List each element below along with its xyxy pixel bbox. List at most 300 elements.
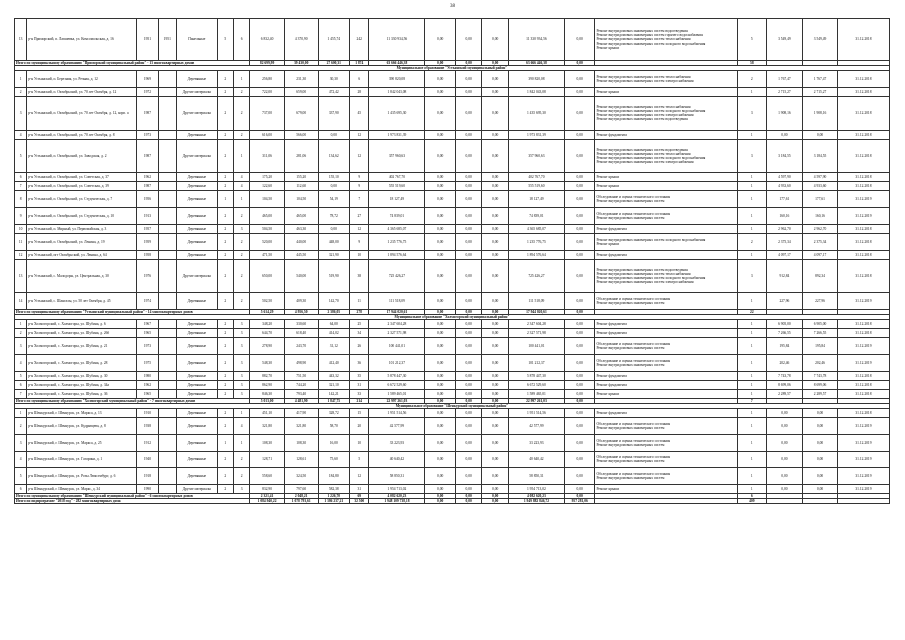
cost-regional: 0,00 <box>455 338 481 355</box>
cost-total: 22 997 261,03 <box>369 398 425 403</box>
residents-count: 31 <box>350 380 369 389</box>
cost-local: 0,00 <box>482 191 508 208</box>
work-type-item: Обследование и оценка технического состояния <box>596 421 671 426</box>
cost-regional: 0,00 <box>455 191 481 208</box>
cost-local: 0,00 <box>482 173 508 182</box>
cost-owners: 18 127,49 <box>508 191 564 208</box>
table-row <box>15 434 890 451</box>
unit-cost: 7 266,55 <box>766 329 803 338</box>
limit-cost: 7 743,78 <box>803 371 838 380</box>
year-built: 1951 <box>137 19 158 61</box>
work-type-item: Ремонт внутридомовых инженерных систем теплоснабжения <box>596 74 691 79</box>
table-row <box>15 130 890 139</box>
unit-cost: 0,00 <box>766 434 803 451</box>
table-row <box>15 354 890 371</box>
work-units: 2 <box>738 71 767 88</box>
work-type-item: Ремонт внутридомовых инженерных систем теплоснабжения <box>596 37 691 42</box>
entrances-count: 3 <box>233 354 249 371</box>
residential-area: 465,00 <box>284 207 318 224</box>
work-type-item: Обследование и оценка технического состояния <box>596 438 671 443</box>
cost-owners: 357 960,63 <box>508 139 564 173</box>
work-type-item: Ремонт внутридомовых инженерных систем электроснабжения <box>596 279 694 284</box>
limit-cost: 4 597,90 <box>803 173 838 182</box>
table-row <box>15 451 890 468</box>
cost-total: 1 951 514,56 <box>369 408 425 417</box>
work-types <box>595 224 738 233</box>
total-area: 321,80 <box>250 417 285 434</box>
cost-federal: 0,00 <box>425 434 456 451</box>
year-built: 1940 <box>137 451 158 468</box>
cost-other: 0,00 <box>564 371 595 380</box>
work-type-item: Ремонт крыши <box>596 89 620 94</box>
year-renovated <box>158 329 176 338</box>
subtotal-label: Итого по муниципальному образованию "Холмогорский муниципальный район" - 7 многоквартирных домов <box>15 398 250 403</box>
cost-federal: 0,00 <box>425 451 456 468</box>
cost-regional: 0,00 <box>455 380 481 389</box>
cost-local: 0,00 <box>482 354 508 371</box>
year-renovated <box>158 338 176 355</box>
table-body <box>15 19 890 504</box>
floors-count: 2 <box>217 250 233 259</box>
completion-date: 31.12.2019 <box>837 485 889 494</box>
floors-count: 5 <box>217 19 233 61</box>
table-row <box>15 224 890 233</box>
year-renovated <box>158 354 176 371</box>
cost-other: 0,00 <box>564 354 595 371</box>
work-units: 1 <box>738 354 767 371</box>
cost-local: 0,00 <box>482 380 508 389</box>
completion-date: 31.12.2018 <box>837 71 889 88</box>
residential-area: 417,90 <box>284 408 318 417</box>
row-number: 10 <box>15 224 27 233</box>
work-units: 3 <box>738 259 767 293</box>
residents-count: 69 <box>350 494 369 499</box>
year-renovated <box>158 417 176 434</box>
floors-count: 2 <box>217 468 233 485</box>
cost-regional: 0,00 <box>455 499 481 504</box>
residential-area: 324,50 <box>284 468 318 485</box>
year-built: 1980 <box>137 371 158 380</box>
other-area: 1 386 237,21 <box>318 499 350 504</box>
cost-other: 0,00 <box>564 259 595 293</box>
year-built: 1987 <box>137 96 158 130</box>
total-area: 82 699,99 <box>250 61 285 66</box>
other-area: 0,00 <box>318 130 350 139</box>
work-units: 58 <box>738 61 767 66</box>
table-row <box>15 250 890 259</box>
wall-material: Другие материалы <box>176 96 217 130</box>
residential-area: 281,06 <box>284 139 318 173</box>
completion-date: 31.12.2019 <box>837 468 889 485</box>
total-area: 108,30 <box>250 434 285 451</box>
work-units: 1 <box>738 224 767 233</box>
cost-regional: 0,00 <box>455 320 481 329</box>
limit-cost: 2 289,57 <box>803 389 838 398</box>
work-type-item: Обследование и оценка технического состояния <box>596 211 671 216</box>
year-renovated <box>158 380 176 389</box>
residential-area: 2 048,21 <box>284 494 318 499</box>
cost-federal: 0,00 <box>425 380 456 389</box>
cost-total: 111 518,09 <box>369 293 425 310</box>
cost-federal: 0,00 <box>425 468 456 485</box>
cost-regional: 0,00 <box>455 233 481 250</box>
wall-material: Деревянные <box>176 408 217 417</box>
work-units: 1 <box>738 207 767 224</box>
cost-federal: 0,00 <box>425 389 456 398</box>
cost-total: 18 127,49 <box>369 191 425 208</box>
residential-area: 128,61 <box>284 451 318 468</box>
work-units: 1 <box>738 338 767 355</box>
year-renovated: 1951 <box>158 19 176 61</box>
floors-count: 2 <box>217 371 233 380</box>
cost-local: 0,00 <box>482 250 508 259</box>
cost-owners: 40 640,42 <box>508 451 564 468</box>
work-types <box>595 354 738 371</box>
table-row <box>15 371 890 380</box>
year-built: 1987 <box>137 139 158 173</box>
residents-count: 278 <box>350 309 369 314</box>
cost-regional: 0,00 <box>455 398 481 403</box>
other-area: 54,19 <box>318 191 350 208</box>
cost-regional: 0,00 <box>455 371 481 380</box>
row-number: 3 <box>15 96 27 130</box>
work-units: 1 <box>738 182 767 191</box>
residential-area: 1 078 793,61 <box>284 499 318 504</box>
wall-material: Деревянные <box>176 191 217 208</box>
unit-cost: 3 184,55 <box>766 139 803 173</box>
cost-federal: 0,00 <box>425 19 456 61</box>
cost-total: 2 327 571,98 <box>369 329 425 338</box>
unit-cost: 4 597,90 <box>766 173 803 182</box>
cost-total: 1 842 043,08 <box>369 87 425 96</box>
cost-local: 0,00 <box>482 182 508 191</box>
table-row <box>15 139 890 173</box>
work-types <box>595 408 738 417</box>
total-area: 644,70 <box>250 329 285 338</box>
building-address: р-н Устьянский, п. Березник, ул. Речная, д. 12 <box>27 71 137 88</box>
work-type-item: Ремонт крыши <box>596 487 620 492</box>
cost-total: 74 839,01 <box>369 207 425 224</box>
other-area: 448,00 <box>318 233 350 250</box>
work-types <box>595 130 738 139</box>
cost-federal: 0,00 <box>425 173 456 182</box>
other-area: 30,30 <box>318 71 350 88</box>
completion-date: 31.12.2018 <box>837 87 889 96</box>
entrances-count: 3 <box>233 320 249 329</box>
work-type-item: Ремонт внутридомовых инженерных систем холодного водоснабжения <box>596 109 706 114</box>
row-number: 13 <box>15 19 27 61</box>
housing-repair-table <box>14 18 890 504</box>
subtotal-label: Итого по муниципальному образованию "Шенкурский муниципальный район" - 6 многоквартирных домов <box>15 494 250 499</box>
cost-regional: 0,00 <box>455 250 481 259</box>
limit-cost: 8 699,06 <box>803 380 838 389</box>
total-area: 558,60 <box>250 468 285 485</box>
cost-owners: 17 944 020,61 <box>508 309 564 314</box>
residents-count: 12 <box>350 139 369 173</box>
cost-total: 4 082 620,23 <box>369 494 425 499</box>
work-units: 1 <box>738 371 767 380</box>
cost-total: 42 577,99 <box>369 417 425 434</box>
work-types <box>595 293 738 310</box>
cost-other: 0,00 <box>564 451 595 468</box>
cost-regional: 0,00 <box>455 309 481 314</box>
cost-other: 957 281,06 <box>564 499 595 504</box>
cost-other: 0,00 <box>564 130 595 139</box>
unit-cost: 1 908,16 <box>766 96 803 130</box>
entrances-count: 2 <box>233 451 249 468</box>
residential-area: 39 430,00 <box>284 61 318 66</box>
other-area: 412,40 <box>318 354 350 371</box>
cost-federal: 0,00 <box>425 71 456 88</box>
work-type-item: Ремонт фундамента <box>596 331 627 336</box>
building-address: р-н Холмогорский, с. Холмогоры, ул. Шубина, д. 21 <box>27 338 137 355</box>
page-number: 38 <box>450 4 455 9</box>
cost-regional: 0,00 <box>455 173 481 182</box>
cost-other: 0,00 <box>564 408 595 417</box>
unit-cost: 0,00 <box>766 417 803 434</box>
completion-date: 31.12.2019 <box>837 434 889 451</box>
table-row <box>15 329 890 338</box>
year-built: 1913 <box>137 207 158 224</box>
floors-count: 2 <box>217 207 233 224</box>
unit-cost: 0,00 <box>766 451 803 468</box>
wall-material: Панельные <box>176 19 217 61</box>
entrances-count: 6 <box>233 19 249 61</box>
wall-material: Деревянные <box>176 338 217 355</box>
residents-count: 9 <box>350 233 369 250</box>
other-area: 134,62 <box>318 139 350 173</box>
wall-material: Другие материалы <box>176 87 217 96</box>
unit-cost <box>766 499 803 504</box>
row-number: 6 <box>15 485 27 494</box>
work-units: 1 <box>738 380 767 389</box>
cost-owners: 11 330 934,56 <box>508 19 564 61</box>
work-type-item: Ремонт внутридомовых инженерных систем теплоснабжения <box>596 105 691 110</box>
work-units: 1 <box>738 485 767 494</box>
residents-count: 12 <box>350 130 369 139</box>
work-type-item: Ремонт внутридомовых инженерных систем <box>596 476 665 481</box>
cost-other: 0,00 <box>564 207 595 224</box>
row-number: 11 <box>15 233 27 250</box>
floors-count: 2 <box>217 96 233 130</box>
total-area: 548,30 <box>250 354 285 371</box>
residents-count: 7 <box>350 191 369 208</box>
building-address: р-н Холмогорский, с. Холмогоры, ул. Шубина, д. 6 <box>27 320 137 329</box>
row-number: 2 <box>15 417 27 434</box>
unit-cost: 3 549,49 <box>766 19 803 61</box>
limit-cost: 2 375,34 <box>803 233 838 250</box>
cost-local: 0,00 <box>482 87 508 96</box>
work-type-item: Ремонт внутридомовых инженерных систем холодного водоснабжения <box>596 41 706 46</box>
cost-total: 1 235 776,75 <box>369 233 425 250</box>
row-number: 4 <box>15 451 27 468</box>
building-address: р-н Холмогорский, с. Холмогоры, ул. Шубина, д. 36 <box>27 389 137 398</box>
building-address: р-н Устьянский, п. Октябрьский, ул. Студенческая, д. 7 <box>27 191 137 208</box>
residents-count: 10 <box>350 250 369 259</box>
unit-cost: 195,84 <box>766 338 803 355</box>
wall-material: Другие материалы <box>176 259 217 293</box>
row-number: 2 <box>15 87 27 96</box>
limit-cost: 0,00 <box>803 408 838 417</box>
work-type-item: Ремонт крыши <box>596 45 620 50</box>
cost-other: 0,00 <box>564 173 595 182</box>
wall-material: Деревянные <box>176 451 217 468</box>
year-built: 1965 <box>137 329 158 338</box>
wall-material: Деревянные <box>176 320 217 329</box>
year-renovated <box>158 371 176 380</box>
work-type-item: Ремонт внутридомовых инженерных систем <box>596 425 665 430</box>
residential-area: 797,60 <box>284 485 318 494</box>
cost-local: 0,00 <box>482 494 508 499</box>
total-area: 2 321,41 <box>250 494 285 499</box>
unit-cost: 8 699,06 <box>766 380 803 389</box>
unit-cost: 7 743,78 <box>766 371 803 380</box>
wall-material: Другие материалы <box>176 485 217 494</box>
other-area: 64,00 <box>318 320 350 329</box>
limit-cost: 177,61 <box>803 191 838 208</box>
total-area: 504,50 <box>250 224 285 233</box>
cost-total: 4 365 685,07 <box>369 224 425 233</box>
other-area: 414,02 <box>318 329 350 338</box>
floors-count: 2 <box>217 233 233 250</box>
completion-date: 31.12.2018 <box>837 19 889 61</box>
cost-regional: 0,00 <box>455 329 481 338</box>
cost-local: 0,00 <box>482 320 508 329</box>
residential-area: 409,30 <box>284 293 318 310</box>
residential-area: 330,60 <box>284 320 318 329</box>
entrances-count: 2 <box>233 87 249 96</box>
year-built: 1990 <box>137 485 158 494</box>
completion-date: 31.12.2018 <box>837 173 889 182</box>
unit-cost: 0,00 <box>766 408 803 417</box>
total-area: 5 013,00 <box>250 398 285 403</box>
row-number: 3 <box>15 338 27 355</box>
work-types <box>595 389 738 398</box>
total-area: 862,90 <box>250 380 285 389</box>
year-renovated <box>158 233 176 250</box>
table-row <box>15 182 890 191</box>
residents-count: 26 <box>350 338 369 355</box>
cost-total: 58 850,31 <box>369 468 425 485</box>
cost-owners: 58 850,31 <box>508 468 564 485</box>
cost-federal: 0,00 <box>425 329 456 338</box>
limit-cost <box>803 499 838 504</box>
residential-area: 445,50 <box>284 250 318 259</box>
work-type-item: Ремонт внутридомовых инженерных систем <box>596 362 665 367</box>
work-type-item: Ремонт внутридомовых инженерных систем теплоснабжения <box>596 151 691 156</box>
cost-regional: 0,00 <box>455 207 481 224</box>
entrances-count: 2 <box>233 207 249 224</box>
row-number: 1 <box>15 408 27 417</box>
residents-count: 36 <box>350 354 369 371</box>
row-number: 5 <box>15 139 27 173</box>
cost-federal: 0,00 <box>425 293 456 310</box>
work-units: 1 <box>738 434 767 451</box>
work-types <box>595 320 738 329</box>
other-area: 1 455,74 <box>318 19 350 61</box>
cost-total: 1 894 576,64 <box>369 250 425 259</box>
row-number: 7 <box>15 389 27 398</box>
table-row <box>15 320 890 329</box>
cost-total: 1 435 695,30 <box>369 96 425 130</box>
wall-material: Деревянные <box>176 468 217 485</box>
cost-other: 0,00 <box>564 191 595 208</box>
work-units: 3 <box>738 139 767 173</box>
total-area: 104,50 <box>250 191 285 208</box>
unit-cost: 2 375,34 <box>766 233 803 250</box>
residential-area: 498,90 <box>284 354 318 371</box>
cost-other: 0,00 <box>564 71 595 88</box>
work-units: 5 <box>738 19 767 61</box>
total-area: 122,60 <box>250 182 285 191</box>
work-types <box>595 139 738 173</box>
work-type-item: Ремонт крыши <box>596 175 620 180</box>
residents-count: 9 <box>350 182 369 191</box>
work-types <box>595 250 738 259</box>
work-types <box>595 451 738 468</box>
wall-material: Деревянные <box>176 233 217 250</box>
building-address: р-н Устьянский, с. Малодоры, ул. Центральная, д. 30 <box>27 259 137 293</box>
completion-date: 31.12.2018 <box>837 371 889 380</box>
cost-total: 1 954 713,02 <box>369 485 425 494</box>
cost-local: 0,00 <box>482 408 508 417</box>
year-renovated <box>158 293 176 310</box>
work-types <box>595 338 738 355</box>
work-type-item: Ремонт фундамента <box>596 373 627 378</box>
work-type-item: Ремонт внутридомовых инженерных систем электроснабжения <box>596 159 694 164</box>
completion-date: 31.12.2018 <box>837 96 889 130</box>
year-built: 1973 <box>137 130 158 139</box>
cost-total: 390 820,08 <box>369 71 425 88</box>
work-type-item: Ремонт внутридомовых инженерных систем холодного водоснабжения <box>596 275 706 280</box>
other-area: 31,12 <box>318 338 350 355</box>
work-type-item: Обследование и оценка технического состояния <box>596 341 671 346</box>
residential-area: 659,00 <box>284 87 318 96</box>
residential-area: 566,00 <box>284 130 318 139</box>
other-area: 2 386,05 <box>318 309 350 314</box>
cost-other: 0,00 <box>564 320 595 329</box>
year-built: 1974 <box>137 293 158 310</box>
completion-date: 31.12.2018 <box>837 130 889 139</box>
total-area: 520,00 <box>250 233 285 250</box>
work-units: 1 <box>738 389 767 398</box>
residents-count: 10 <box>350 434 369 451</box>
cost-regional: 0,00 <box>455 389 481 398</box>
residential-area: 440,00 <box>284 233 318 250</box>
total-area: 882,70 <box>250 371 285 380</box>
completion-date: 31.12.2018 <box>837 250 889 259</box>
work-type-item: Ремонт крыши <box>596 391 620 396</box>
total-area: 451,10 <box>250 408 285 417</box>
floors-count: 2 <box>217 182 233 191</box>
cost-federal: 0,00 <box>425 354 456 371</box>
year-built: 1912 <box>137 434 158 451</box>
residents-count: 45 <box>350 96 369 130</box>
cost-other: 0,00 <box>564 233 595 250</box>
total-area: 278,90 <box>250 338 285 355</box>
work-types <box>595 182 738 191</box>
entrances-count: 1 <box>233 434 249 451</box>
year-built: 1965 <box>137 389 158 398</box>
building-address: р-н Устьянский, п. Октябрьский, ул. Советская, д. 37 <box>27 173 137 182</box>
entrances-count: 2 <box>233 259 249 293</box>
year-renovated <box>158 173 176 182</box>
cost-other: 0,00 <box>564 182 595 191</box>
floors-count: 2 <box>217 293 233 310</box>
cost-local: 0,00 <box>482 309 508 314</box>
cost-owners: 6 672 529,60 <box>508 380 564 389</box>
year-built: 1972 <box>137 87 158 96</box>
